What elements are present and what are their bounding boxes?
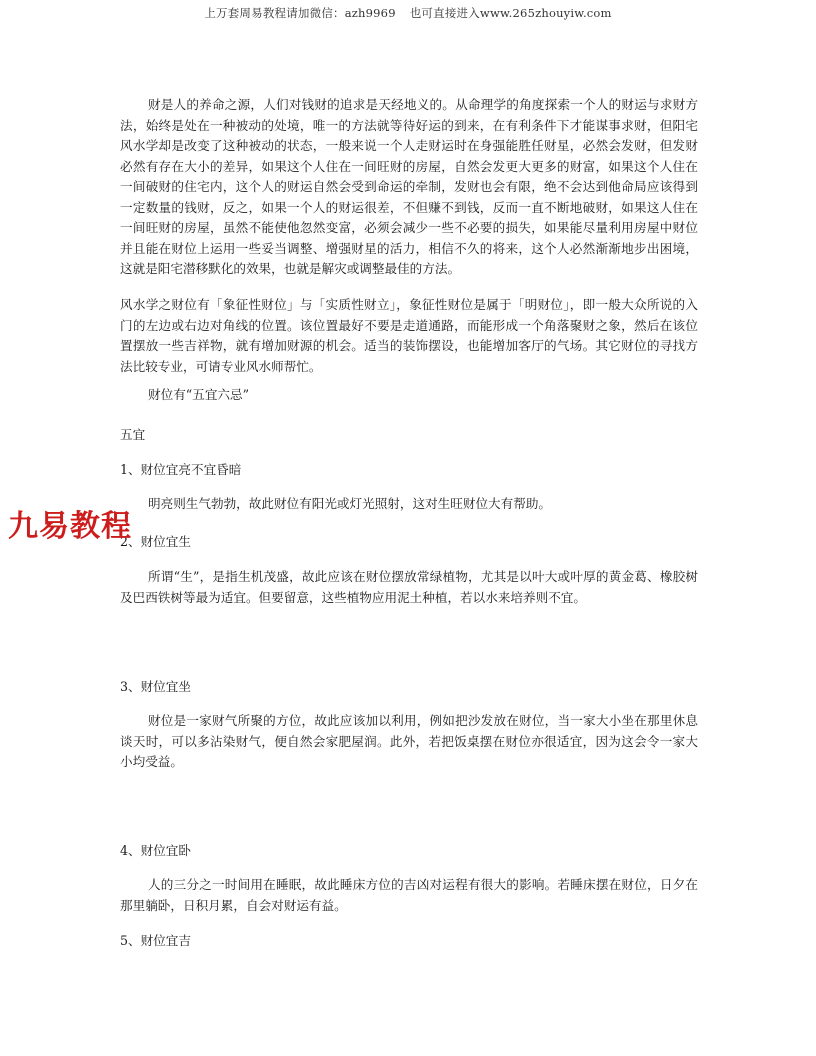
section-title-five-suitable: 五宜 [120, 427, 146, 442]
paragraph-intro: 财是人的养命之源，人们对钱财的追求是天经地义的。从命理学的角度探索一个人的财运与求财方法，始终是处在一种被动的处境，唯一的方法就等待好运的到来，在有利条件下才能谋事求财，但阳宅风水学却是改变了这种被动的状态，一般来说一个人走财运时在身强能胜任财星，必然会发财，但发财必然有存在大小的差异，如果这个人住在一间旺财的房屋，自然会发更大更多的财富，如果这个人住在一间破财的住宅内，这个人的财运自然会受到命运的牵制，发财也会有限，绝不会达到他命局应该得到一定数量的钱财，反之，如果一个人的财运很差，不但赚不到钱，反而一直不断地破财，如果这人住在一间旺财的房屋，虽然不能使他忽然变富，必须会减少一些不必要的损失，如果能尽量利用房屋中财位并且能在财位上运用一些妥当调整、增强财星的活力，相信不久的将来，这个人必然渐渐地步出困境，这就是阳宅潜移默化的效果，也就是解灾或调整最佳的方法。 [120, 97, 698, 276]
section-title-five-six: 财位有“五宜六忌” [148, 387, 250, 402]
watermark-logo: 九易教程 [8, 509, 132, 544]
header-website-text: 也可直接进入www.265zhouyiw.com [409, 6, 612, 20]
paragraph-wealth-position: 风水学之财位有「象征性财位」与「实质性财立」，象征性财位是属于「明财位」，即一般大众所说的入门的左边或右边对角线的位置。该位置最好不要是走道通路，而能形成一个角落聚财之象，然后在该位置摆放一些吉祥物，就有增加财源的机会。适当的装饰摆设，也能增加客厅的气场。其它财位的寻找方法比较专业，可请专业风水师帮忙。 [120, 297, 698, 374]
item-heading-4: 4、财位宜卧 [120, 843, 191, 858]
item-body-3: 财位是一家财气所聚的方位，故此应该加以利用，例如把沙发放在财位，当一家大小坐在那里休息谈天时，可以多沾染财气，便自然会家肥屋润。此外，若把饭桌摆在财位亦很适宜，因为这会令一家大小均受益。 [120, 713, 698, 769]
item-body-4: 人的三分之一时间用在睡眠，故此睡床方位的吉凶对运程有很大的影响。若睡床摆在财位，日夕在那里躺卧，日积月累，自会对财运有益。 [120, 877, 698, 913]
page-header [0, 5, 816, 21]
item-heading-2: 2、财位宜生 [120, 534, 191, 549]
header-wechat-text: 上万套周易教程请加微信：azh9969 [204, 6, 396, 20]
item-body-2: 所谓“生”，是指生机茂盛，故此应该在财位摆放常绿植物，尤其是以叶大或叶厚的黄金葛、橡胶树及巴西铁树等最为适宜。但要留意，这些植物应用泥土种植，若以水来培养则不宜。 [120, 569, 698, 605]
item-body-1: 明亮则生气勃勃，故此财位有阳光或灯光照射，这对生旺财位大有帮助。 [148, 496, 551, 511]
item-heading-3: 3、财位宜坐 [120, 679, 191, 694]
item-heading-1: 1、财位宜亮不宜昏暗 [120, 462, 242, 477]
item-heading-5: 5、财位宜吉 [120, 933, 191, 948]
